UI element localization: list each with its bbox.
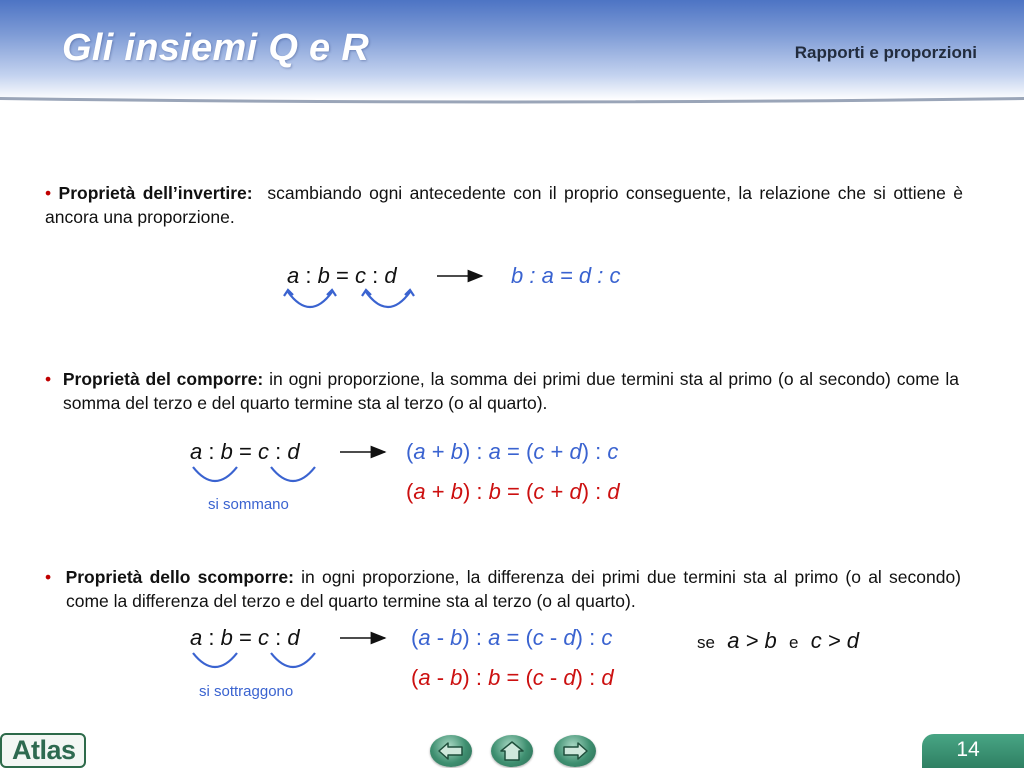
grouping-arc-icon bbox=[271, 653, 315, 667]
comporre-result-2: (a + b) : b = (c + d) : d bbox=[406, 479, 620, 504]
invertire-label: Proprietà dell’invertire: bbox=[58, 183, 253, 203]
comporre-result-1: (a + b) : a = (c + d) : c bbox=[406, 439, 619, 464]
comporre-paragraph bbox=[45, 367, 959, 415]
grouping-arc-icon bbox=[193, 653, 237, 667]
bullet-marker: • bbox=[45, 369, 52, 389]
scomporre-caption: si sottraggono bbox=[199, 683, 294, 700]
forward-button[interactable] bbox=[554, 735, 596, 767]
scomporre-text: in ogni proporzione, la differenza dei primi due termini sta al primo (o al secondo) come la differenza del terzo e del quarto termine sta al terzo (o al quarto). bbox=[66, 567, 962, 611]
back-arrow-icon bbox=[436, 739, 466, 763]
scomporre-formula-left: a : b = c : d bbox=[190, 625, 300, 650]
scomporre-paragraph bbox=[45, 565, 961, 613]
scomporre-condition: se a > b e c > d bbox=[697, 628, 859, 653]
section-title: Rapporti e proporzioni bbox=[794, 43, 977, 62]
comporre-caption: si sommano bbox=[208, 496, 289, 513]
grouping-arc-icon bbox=[271, 467, 315, 481]
scomporre-label: Proprietà dello scomporre: bbox=[65, 567, 294, 587]
header-divider bbox=[0, 95, 1024, 105]
invertire-paragraph bbox=[45, 181, 963, 229]
bullet-marker: • bbox=[45, 183, 52, 203]
invertire-text: scambiando ogni antecedente con il proprio conseguente, la relazione che si ottiene è ancora una proporzione. bbox=[45, 183, 963, 227]
bullet-marker: • bbox=[45, 567, 52, 587]
grouping-arc-icon bbox=[193, 467, 237, 481]
home-button[interactable] bbox=[491, 735, 533, 767]
atlas-logo: Atlas bbox=[0, 733, 86, 768]
swap-arc-icon bbox=[288, 292, 332, 307]
invertire-formula-left: a : b = c : d bbox=[287, 263, 397, 288]
scomporre-result-1: (a - b) : a = (c - d) : c bbox=[411, 625, 613, 650]
back-button[interactable] bbox=[430, 735, 472, 767]
slide-title: Gli insiemi Q e R bbox=[62, 27, 370, 69]
swap-arc-icon bbox=[366, 292, 410, 307]
invertire-formula-right: b : a = d : c bbox=[511, 263, 621, 288]
page-number-badge bbox=[922, 734, 1024, 768]
comporre-label: Proprietà del comporre: bbox=[62, 369, 264, 389]
page-number: 14 bbox=[956, 738, 980, 761]
comporre-text: in ogni proporzione, la somma dei primi due termini sta al primo (o al secondo) come la somma del terzo e del quarto termine sta al terzo (o al quarto). bbox=[63, 369, 959, 413]
home-icon bbox=[497, 739, 527, 763]
scomporre-result-2: (a - b) : b = (c - d) : d bbox=[411, 665, 614, 690]
comporre-formula-left: a : b = c : d bbox=[190, 439, 300, 464]
forward-arrow-icon bbox=[560, 739, 590, 763]
